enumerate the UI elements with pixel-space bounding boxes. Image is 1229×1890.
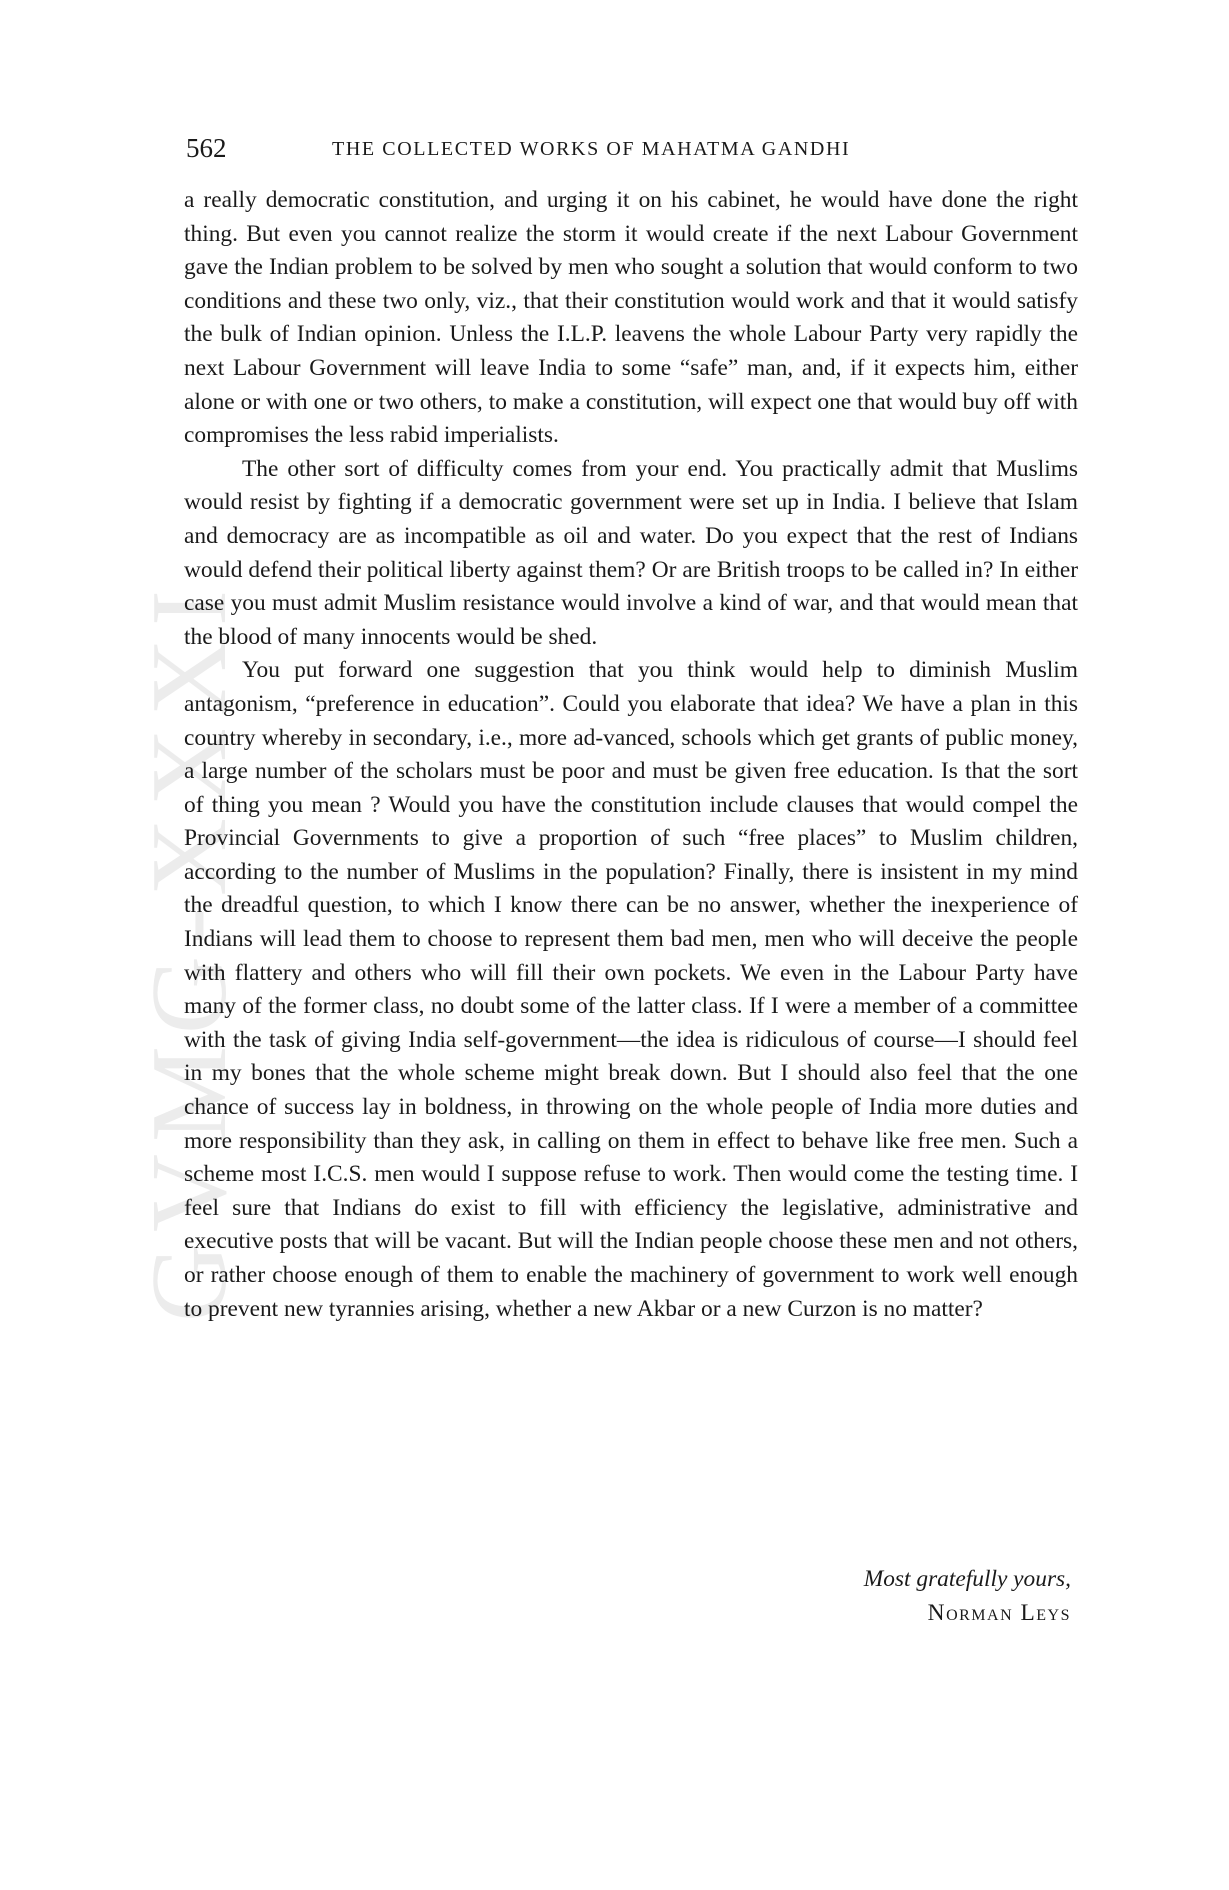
paragraph: You put forward one suggestion that you think would help to diminish Muslim antagonism, “preference in education”. Could you elaborate that idea? We have a plan in this country whereby in secondary, i.e., more ad-vanced, schools which get grants of public money, a large number of the scholars must be poor and must be given free education. Is that the sort of thing you mean ? Would you have the constitution include clauses that would compel the Provincial Governments to give a proportion of such “free places” to Muslim children, according to the number of Muslims in the population? Finally, there is insistent in my mind the dreadful question, to which I know there can be no answer, whether the inexperience of Indians will lead them to choose to represent them bad men, men who will deceive the people with flattery and others who will fill their own pockets. We even in the Labour Party have many of the former class, no doubt some of the latter class. If I were a member of a committee with the task of giving India self-government—the idea is ridiculous of course—I should feel in my bones that the whole scheme might break down. But I should also feel that the one chance of success lay in boldness, in throwing on the whole people of India more duties and more responsibility than they ask, in calling on them in effect to behave like free men. Such a scheme most I.C.S. men would I suppose refuse to work. Then would come the testing time. I feel sure that Indians do exist to fill with efficiency the legislative, administrative and executive posts that will be vacant. But will the Indian people choose these men and not others, or rather choose enough of them to enable the machinery of government to work well enough to prevent new tyrannies arising, whether a new Akbar or a new Curzon is no matter?: [184, 657, 1078, 1322]
paragraph: The other sort of difficulty comes from your end. You practically admit that Muslims would resist by fighting if a democratic government were set up in India. I believe that Islam and democracy are as incompatible as oil and water. Do you expect that the rest of Indians would defend their political liberty against them? Or are British troops to be called in? In either case you must admit Muslim resistance would involve a kind of war, and that would mean that the blood of many innocents would be shed.: [184, 455, 1078, 650]
signature: Norman Leys: [927, 1600, 1071, 1626]
letter-body: [184, 184, 1078, 1326]
running-title: THE COLLECTED WORKS OF MAHATMA GANDHI: [332, 138, 851, 160]
page-number: 562: [186, 133, 227, 163]
closing-salutation: Most gratefully yours,: [863, 1566, 1071, 1592]
page-header: [186, 130, 1076, 170]
watermark-text: GVMG-XXXI: [130, 578, 249, 1322]
paragraph: a really democratic constitution, and urging it on his cabinet, he would have done the right thing. But even you cannot realize the storm it would create if the next Labour Government gave the Indian problem to be solved by men who sought a solution that would conform to two conditions and these two only, viz., that their constitution would work and that it would satisfy the bulk of Indian opinion. Unless the I.L.P. leavens the whole Labour Party very rapidly the next Labour Government will leave India to some “safe” man, and, if it expects him, either alone or with one or two others, to make a constitution, will expect one that would buy off with compromises the less rabid imperialists.: [184, 187, 1078, 449]
letter-closing: [864, 1562, 1071, 1630]
